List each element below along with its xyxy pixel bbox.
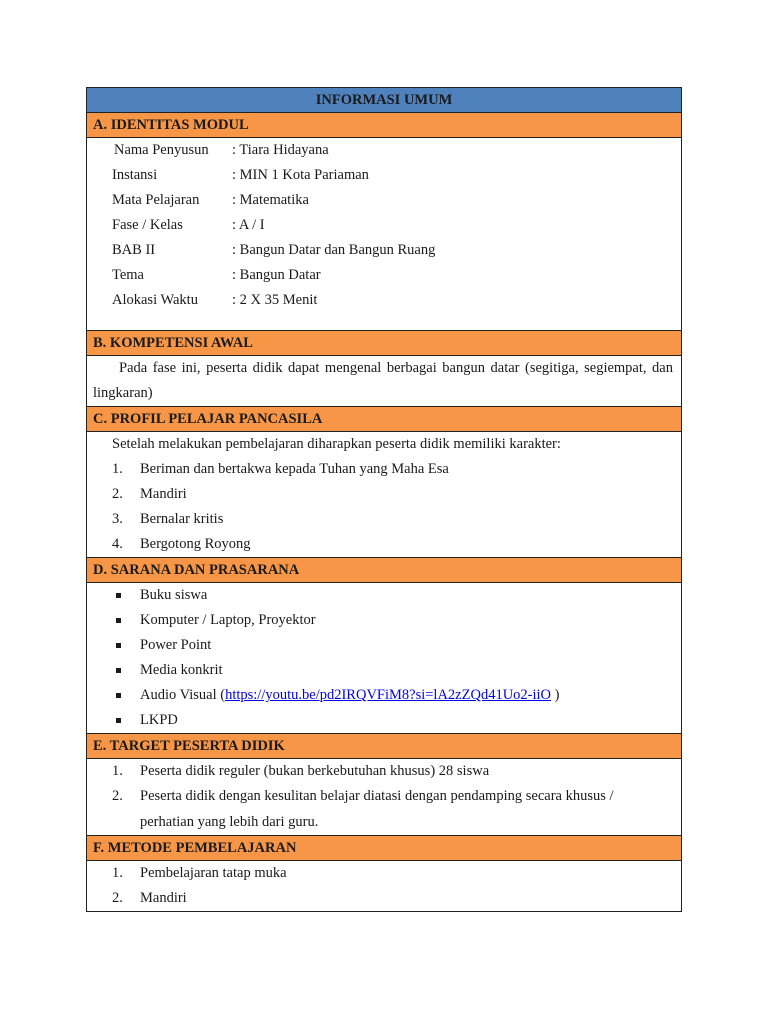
identity-key: Tema — [112, 267, 144, 283]
list-item — [87, 633, 681, 658]
list-text: LKPD — [140, 712, 178, 728]
section-body-target — [87, 759, 681, 836]
identity-key: Alokasi Waktu — [112, 292, 198, 308]
identity-key: Nama Penyusun — [114, 142, 209, 158]
list-text: Bernalar kritis — [140, 511, 224, 527]
section-header-metode: F. METODE PEMBELAJARAN — [87, 836, 681, 861]
identity-key: Instansi — [112, 167, 158, 183]
square-bullet-icon — [116, 693, 121, 698]
identity-row — [87, 188, 681, 213]
section-header-identitas: A. IDENTITAS MODUL — [87, 113, 681, 138]
list-number: 1. — [112, 461, 123, 477]
section-header-profil: C. PROFIL PELAJAR PANCASILA — [87, 407, 681, 432]
list-item — [87, 708, 681, 733]
identity-value: : A / I — [232, 217, 265, 233]
identity-row — [87, 138, 681, 163]
list-item — [87, 532, 681, 557]
audio-prefix: Audio Visual ( — [140, 687, 226, 703]
identity-key: Fase / Kelas — [112, 217, 183, 233]
list-text — [140, 683, 560, 708]
list-text: Media konkrit — [140, 662, 223, 678]
list-text: Power Point — [140, 637, 212, 653]
identity-row — [87, 263, 681, 288]
list-number: 4. — [112, 536, 123, 552]
list-text: Buku siswa — [140, 587, 208, 603]
list-item — [87, 457, 681, 482]
table-title: INFORMASI UMUM — [87, 88, 681, 113]
list-item — [87, 608, 681, 633]
square-bullet-icon — [116, 643, 121, 648]
list-item — [87, 507, 681, 532]
identity-row — [87, 288, 681, 313]
list-text: Bergotong Royong — [140, 536, 251, 552]
list-number: 2. — [112, 788, 123, 804]
list-item — [87, 784, 681, 835]
square-bullet-icon — [116, 718, 121, 723]
list-number: 1. — [112, 865, 123, 881]
identity-value: : Bangun Datar dan Bangun Ruang — [232, 242, 436, 258]
audio-visual-link[interactable]: https://youtu.be/pd2IRQVFiM8?si=lA2zZQd41Uo2-iiO — [225, 687, 552, 703]
square-bullet-icon — [116, 593, 121, 598]
section-body-kompetensi — [87, 356, 681, 407]
identity-value: : Matematika — [232, 192, 309, 208]
identity-row — [87, 163, 681, 188]
section-body-metode — [87, 861, 681, 911]
identity-row — [87, 213, 681, 238]
profil-intro: Setelah melakukan pembelajaran diharapkan peserta didik memiliki karakter: — [112, 436, 561, 452]
list-number: 3. — [112, 511, 123, 527]
list-item — [87, 658, 681, 683]
list-number: 2. — [112, 890, 123, 906]
list-item — [87, 886, 681, 911]
identity-value: : Bangun Datar — [232, 267, 321, 283]
section-header-target: E. TARGET PESERTA DIDIK — [87, 734, 681, 759]
list-item — [87, 583, 681, 608]
list-item — [87, 861, 681, 886]
section-body-profil — [87, 432, 681, 558]
square-bullet-icon — [116, 618, 121, 623]
square-bullet-icon — [116, 668, 121, 673]
section-body-sarana — [87, 583, 681, 734]
identity-value: : Tiara Hidayana — [232, 142, 329, 158]
list-number: 1. — [112, 763, 123, 779]
kompetensi-paragraph — [87, 356, 681, 406]
list-text: Mandiri — [140, 486, 187, 502]
list-item — [87, 683, 681, 708]
list-text: Komputer / Laptop, Proyektor — [140, 612, 316, 628]
list-text: Peserta didik dengan kesulitan belajar diatasi dengan pendamping secara khusus / perhatian yang lebih dari guru. — [140, 788, 614, 830]
list-text: Mandiri — [140, 890, 187, 906]
identity-key: BAB II — [112, 242, 156, 258]
spacer — [87, 313, 681, 330]
list-text: Pembelajaran tatap muka — [140, 865, 287, 881]
list-item — [87, 482, 681, 507]
section-header-kompetensi: B. KOMPETENSI AWAL — [87, 331, 681, 356]
list-number: 2. — [112, 486, 123, 502]
section-body-identitas — [87, 138, 681, 331]
identity-key: Mata Pelajaran — [112, 192, 200, 208]
section-header-sarana: D. SARANA DAN PRASARANA — [87, 558, 681, 583]
identity-value: : MIN 1 Kota Pariaman — [232, 167, 369, 183]
list-item — [87, 759, 681, 784]
identity-value: : 2 X 35 Menit — [232, 292, 318, 308]
module-info-table — [86, 87, 682, 912]
identity-row — [87, 238, 681, 263]
list-text: Beriman dan bertakwa kepada Tuhan yang Maha Esa — [140, 461, 449, 477]
audio-suffix: ) — [551, 687, 560, 703]
list-text: Peserta didik reguler (bukan berkebutuhan khusus) 28 siswa — [140, 763, 490, 779]
kompetensi-text: Pada fase ini, peserta didik dapat mengenal berbagai bangun datar (segitiga, segiempat, dan lingkaran) — [93, 360, 673, 401]
